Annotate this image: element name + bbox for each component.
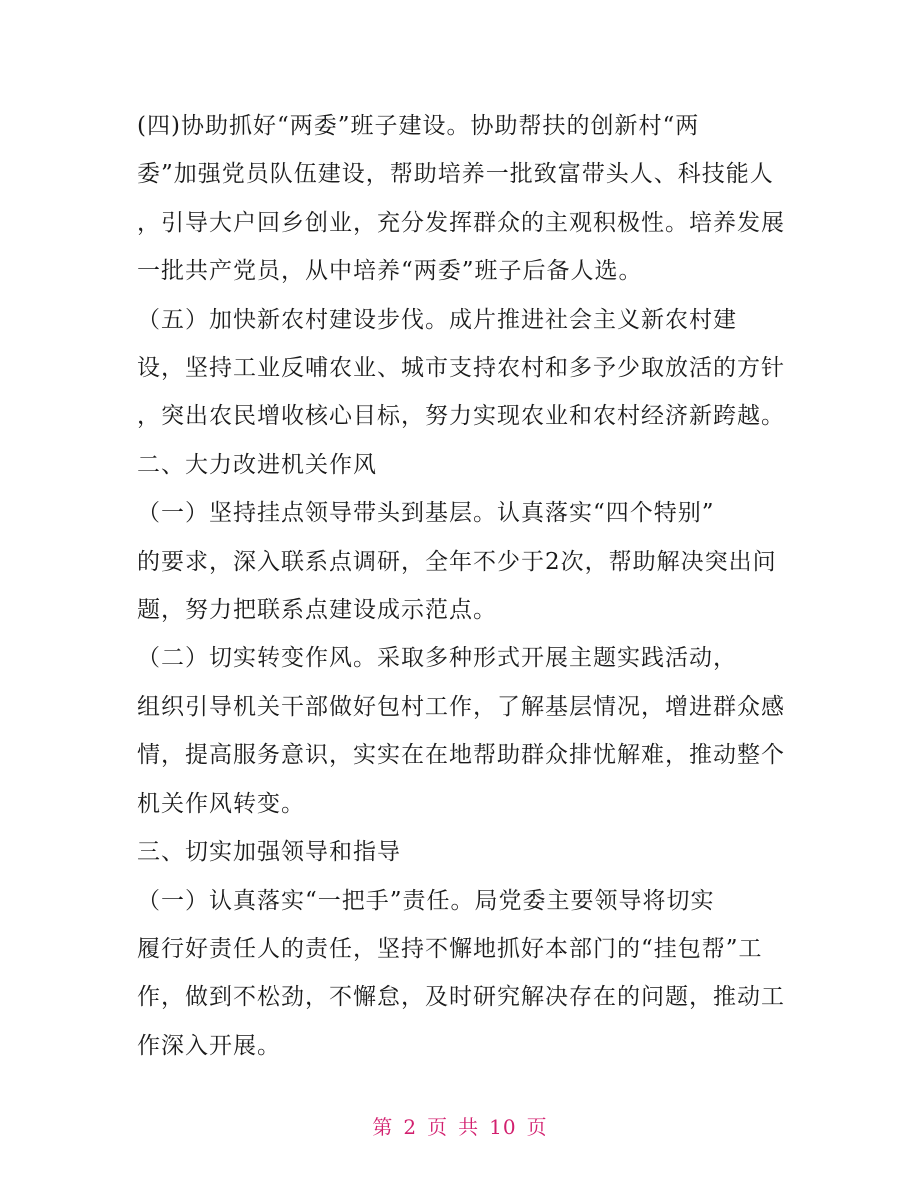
text-line: 组织引导机关干部做好包村工作，了解基层情况，增进群众感	[137, 693, 785, 720]
text-line: （一）坚持挂点领导带头到基层。认真落实“四个特别”	[137, 500, 715, 527]
text-line: ，引导大户回乡创业，充分发挥群众的主观积极性。培养发展	[137, 209, 785, 236]
footer-total-pages: 10	[489, 1115, 517, 1139]
text-line: 履行好责任人的责任，坚持不懈地抓好本部门的“挂包帮”工	[137, 935, 763, 962]
document-body	[137, 102, 789, 1070]
text-line: 机关作风转变。	[137, 790, 305, 817]
footer-page-number: 2	[403, 1115, 418, 1139]
text-line: ，突出农民增收核心目标，努力实现农业和农村经济新跨越。	[137, 403, 785, 430]
footer-page-word: 页	[427, 1115, 449, 1139]
text-line: 作深入开展。	[137, 1032, 281, 1059]
section-heading: 二、大力改进机关作风	[137, 451, 377, 478]
text-line: 题，努力把联系点建设成示范点。	[137, 597, 497, 624]
page-footer	[0, 1111, 920, 1140]
text-line: （二）切实转变作风。采取多种形式开展主题实践活动，	[137, 645, 737, 672]
text-line: 委”加强党员队伍建设，帮助培养一批致富带头人、科技能人	[137, 161, 774, 188]
text-line: 情，提高服务意识，实实在在地帮助群众排忧解难，推动整个	[137, 742, 785, 769]
footer-total-word: 共	[458, 1115, 480, 1139]
text-line: 一批共产党员，从中培养“两委”班子后备人选。	[137, 258, 643, 285]
text-line: 作，做到不松劲，不懈怠，及时研究解决存在的问题，推动工	[137, 984, 785, 1011]
text-line: 的要求，深入联系点调研，全年不少于2次，帮助解决突出问	[137, 548, 777, 575]
text-line: (四)协助抓好“两委”班子建设。协助帮扶的创新村“两	[137, 113, 700, 139]
text-line: （五）加快新农村建设步伐。成片推进社会主义新农村建	[137, 306, 737, 333]
footer-prefix: 第	[372, 1115, 394, 1139]
text-line: （一）认真落实“一把手”责任。局党委主要领导将切实	[137, 887, 715, 914]
text-line: 设，坚持工业反哺农业、城市支持农村和多予少取放活的方针	[137, 355, 785, 382]
section-heading: 三、切实加强领导和指导	[137, 839, 401, 866]
footer-suffix: 页	[526, 1115, 548, 1139]
